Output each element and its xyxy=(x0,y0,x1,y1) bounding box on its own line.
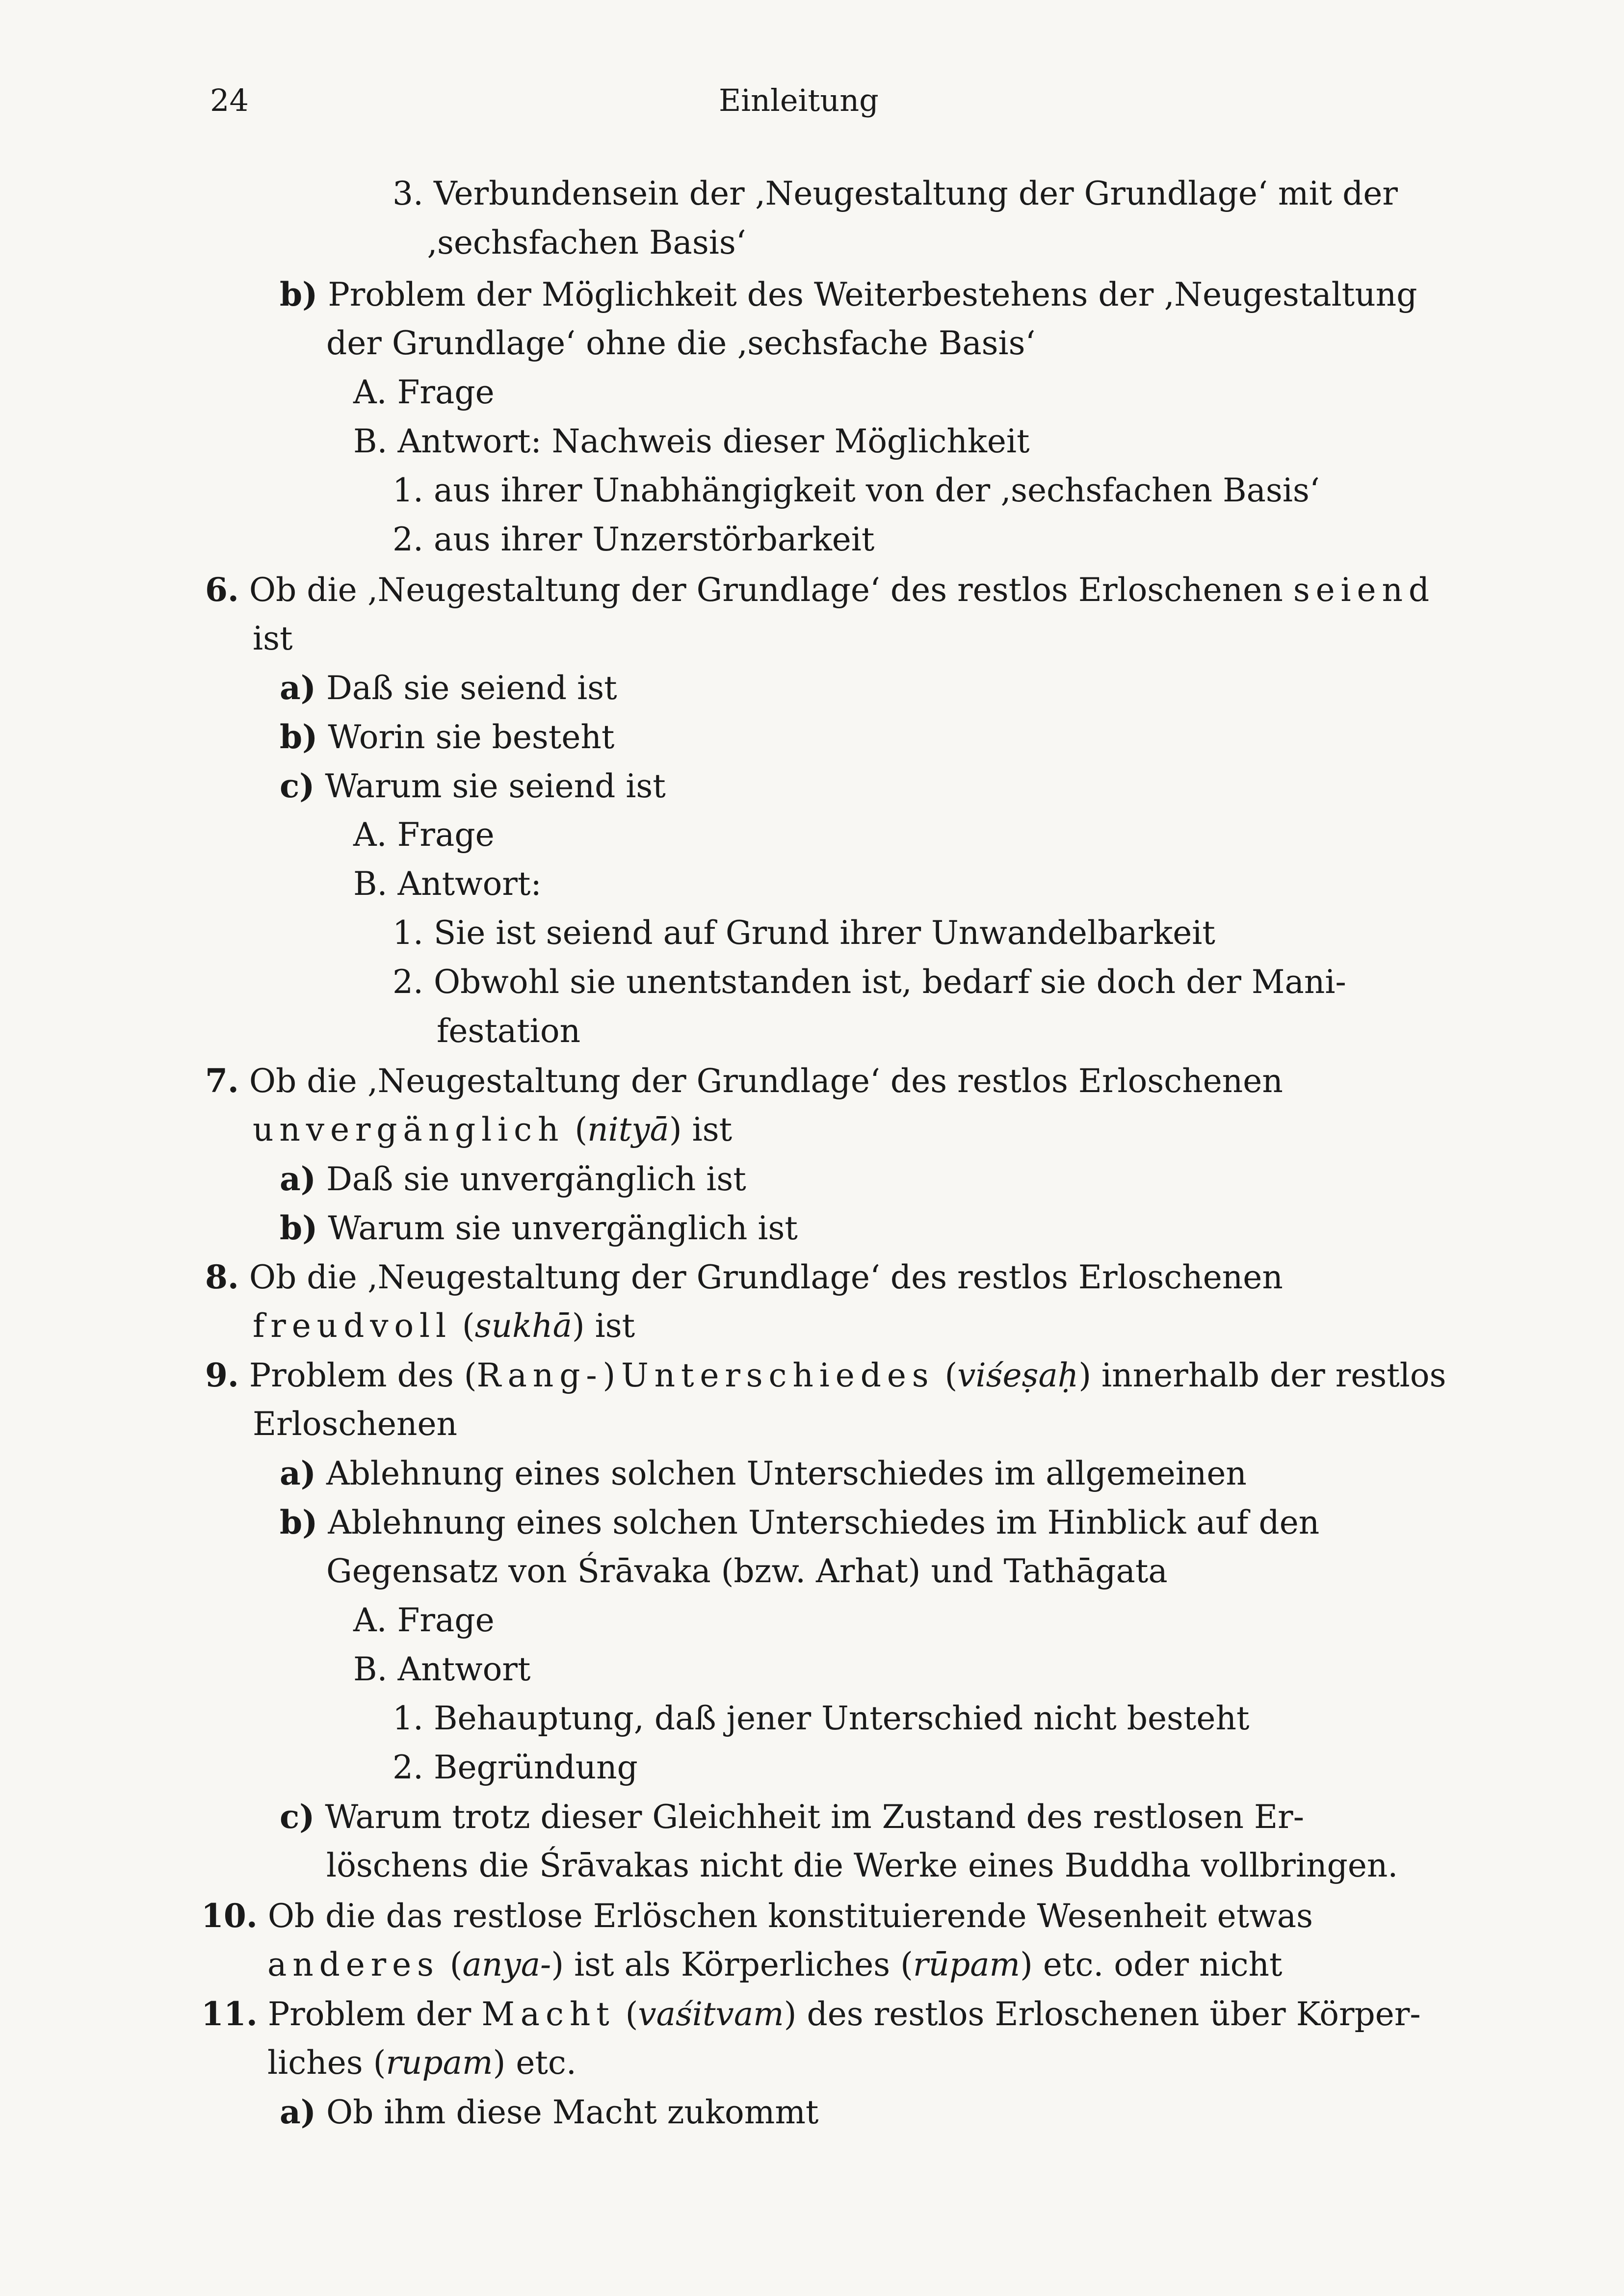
item-label: 8. xyxy=(205,1258,239,1296)
item-label: b) xyxy=(280,718,318,756)
item-text: Ablehnung eines solchen Unterschiedes im allgemeinen xyxy=(326,1455,1247,1492)
text-line: 2. Obwohl sie unentstanden ist, bedarf sie doch der Mani- xyxy=(393,963,1346,1001)
item-label: b) xyxy=(280,275,318,313)
item-text: liches xyxy=(267,2044,363,2082)
item-text: Ob die ‚Neugestaltung der Grundlage‘ des restlos Erloschenen xyxy=(249,571,1283,609)
item-label: a) xyxy=(280,1454,316,1492)
emphasis-spaced: unvergänglich xyxy=(253,1111,565,1148)
outline-item xyxy=(205,1255,1283,1299)
outline-item xyxy=(280,666,617,710)
text-line: 1. aus ihrer Unabhängigkeit von der ‚sechsfachen Basis‘ xyxy=(393,471,1320,509)
text-line: der Grundlage‘ ohne die ‚sechsfache Basis‘ xyxy=(326,324,1036,362)
item-text: Daß sie seiend ist xyxy=(326,669,617,707)
sanskrit-term: vaśitvam xyxy=(638,1995,784,2033)
page-number: 24 xyxy=(210,82,249,118)
text-line: 1. Sie ist seiend auf Grund ihrer Unwandelbarkeit xyxy=(393,914,1215,952)
item-text: ist xyxy=(595,1307,635,1345)
text-line: B. Antwort xyxy=(353,1650,531,1688)
outline-item xyxy=(205,1059,1283,1103)
text-line: Erloschenen xyxy=(253,1405,458,1443)
item-text: Problem der xyxy=(267,1995,471,2033)
item-text: Ob ihm diese Macht zukommt xyxy=(326,2093,819,2131)
text-line: B. Antwort: Nachweis dieser Möglichkeit xyxy=(353,422,1030,460)
item-text: Warum sie unvergänglich ist xyxy=(328,1209,798,1247)
sanskrit-term: rupam xyxy=(386,2044,493,2082)
emphasis-spaced: seiend xyxy=(1293,571,1435,609)
emphasis-spaced: Rang-)Unterschiedes xyxy=(476,1357,935,1394)
item-text: Ob die ‚Neugestaltung der Grundlage‘ des restlos Erloschenen xyxy=(249,1258,1283,1296)
item-text: ist xyxy=(692,1111,733,1148)
sanskrit-term: rūpam xyxy=(913,1946,1021,1983)
item-text: innerhalb der restlos xyxy=(1101,1357,1446,1394)
item-label: a) xyxy=(280,669,316,707)
emphasis-spaced: freudvoll xyxy=(253,1307,452,1345)
text-line: Gegensatz von Śrāvaka (bzw. Arhat) und Tathāgata xyxy=(326,1552,1168,1590)
item-text: Worin sie besteht xyxy=(328,718,615,756)
sanskrit-term: viśeṣaḥ xyxy=(957,1357,1079,1394)
text-line: 2. aus ihrer Unzerstörbarkeit xyxy=(393,521,875,558)
text-line: ‚sechsfachen Basis‘ xyxy=(427,224,746,261)
emphasis-spaced: anderes xyxy=(267,1946,440,1983)
item-text: Warum trotz dieser Gleichheit im Zustand des restlosen Er- xyxy=(325,1798,1305,1836)
item-text: des restlos Erloschenen über Körper- xyxy=(807,1995,1421,2033)
outline-item xyxy=(280,2090,818,2134)
text-line: B. Antwort: xyxy=(353,865,542,903)
outline-item xyxy=(280,1157,746,1201)
item-text: Daß sie unvergänglich ist xyxy=(326,1160,746,1198)
item-text: Ablehnung eines solchen Unterschiedes im Hinblick auf den xyxy=(328,1504,1320,1541)
item-label: c) xyxy=(280,767,315,805)
item-text: etc. oder nicht xyxy=(1043,1946,1283,1983)
outline-item xyxy=(280,1451,1247,1495)
outline-item xyxy=(280,1795,1304,1839)
item-label: b) xyxy=(280,1209,318,1247)
sanskrit-term: anya- xyxy=(462,1946,551,1983)
item-label: 7. xyxy=(205,1062,239,1100)
running-title: Einleitung xyxy=(719,82,879,118)
outline-item xyxy=(280,1500,1319,1544)
text-line: 2. Begründung xyxy=(393,1748,638,1786)
item-text: Problem des ( xyxy=(249,1357,477,1394)
outline-item xyxy=(201,1894,1313,1938)
text-line: freudvoll (sukhā) ist xyxy=(253,1307,635,1345)
text-line: A. Frage xyxy=(353,373,495,411)
text-line: A. Frage xyxy=(353,1601,495,1639)
item-text: ist als Körperliches xyxy=(574,1946,891,1983)
text-line: 3. Verbundensein der ‚Neugestaltung der Grundlage‘ mit der xyxy=(393,175,1398,212)
outline-item xyxy=(280,1206,798,1250)
text-line: A. Frage xyxy=(353,816,495,854)
text-line: löschens die Śrāvakas nicht die Werke eines Buddha vollbringen. xyxy=(326,1847,1398,1884)
emphasis-spaced: Macht xyxy=(481,1995,615,2033)
outline-item: 11. Problem der Macht (vaśitvam) des restlos Erloschenen über Körper- xyxy=(201,1995,1421,2033)
sanskrit-term: nityā xyxy=(587,1111,669,1148)
text-line: anderes (anya-) ist als Körperliches (rūpam) etc. oder nicht xyxy=(267,1946,1283,1983)
item-text: Ob die ‚Neugestaltung der Grundlage‘ des restlos Erloschenen xyxy=(249,1062,1283,1100)
text-line: 1. Behauptung, daß jener Unterschied nicht besteht xyxy=(393,1699,1250,1737)
text-line: festation xyxy=(437,1012,581,1050)
item-label: a) xyxy=(280,2093,316,2131)
outline-item: 9. Problem des (Rang-)Unterschiedes (viśeṣaḥ) innerhalb der restlos xyxy=(205,1356,1446,1394)
text-line: liches (rupam) etc. xyxy=(267,2044,576,2082)
item-label: 11. xyxy=(201,1995,258,2033)
item-label: b) xyxy=(280,1503,318,1541)
item-label: a) xyxy=(280,1160,316,1198)
item-label: 9. xyxy=(205,1356,239,1394)
item-label: c) xyxy=(280,1798,315,1836)
outline-item xyxy=(280,272,1417,316)
outline-item xyxy=(280,715,614,759)
item-text: etc. xyxy=(516,2044,576,2082)
item-label: 10. xyxy=(201,1897,258,1935)
outline-item xyxy=(205,568,1435,612)
item-text: Problem der Möglichkeit des Weiterbestehens der ‚Neugestaltung xyxy=(328,276,1417,313)
text-line: ist xyxy=(253,620,293,657)
text-line: unvergänglich (nityā) ist xyxy=(253,1111,733,1148)
item-text: Ob die das restlose Erlöschen konstituierende Wesenheit etwas xyxy=(267,1897,1313,1935)
item-text: Warum sie seiend ist xyxy=(325,767,666,805)
outline-item xyxy=(280,764,666,808)
item-label: 6. xyxy=(205,571,239,609)
sanskrit-term: sukhā xyxy=(474,1307,572,1345)
